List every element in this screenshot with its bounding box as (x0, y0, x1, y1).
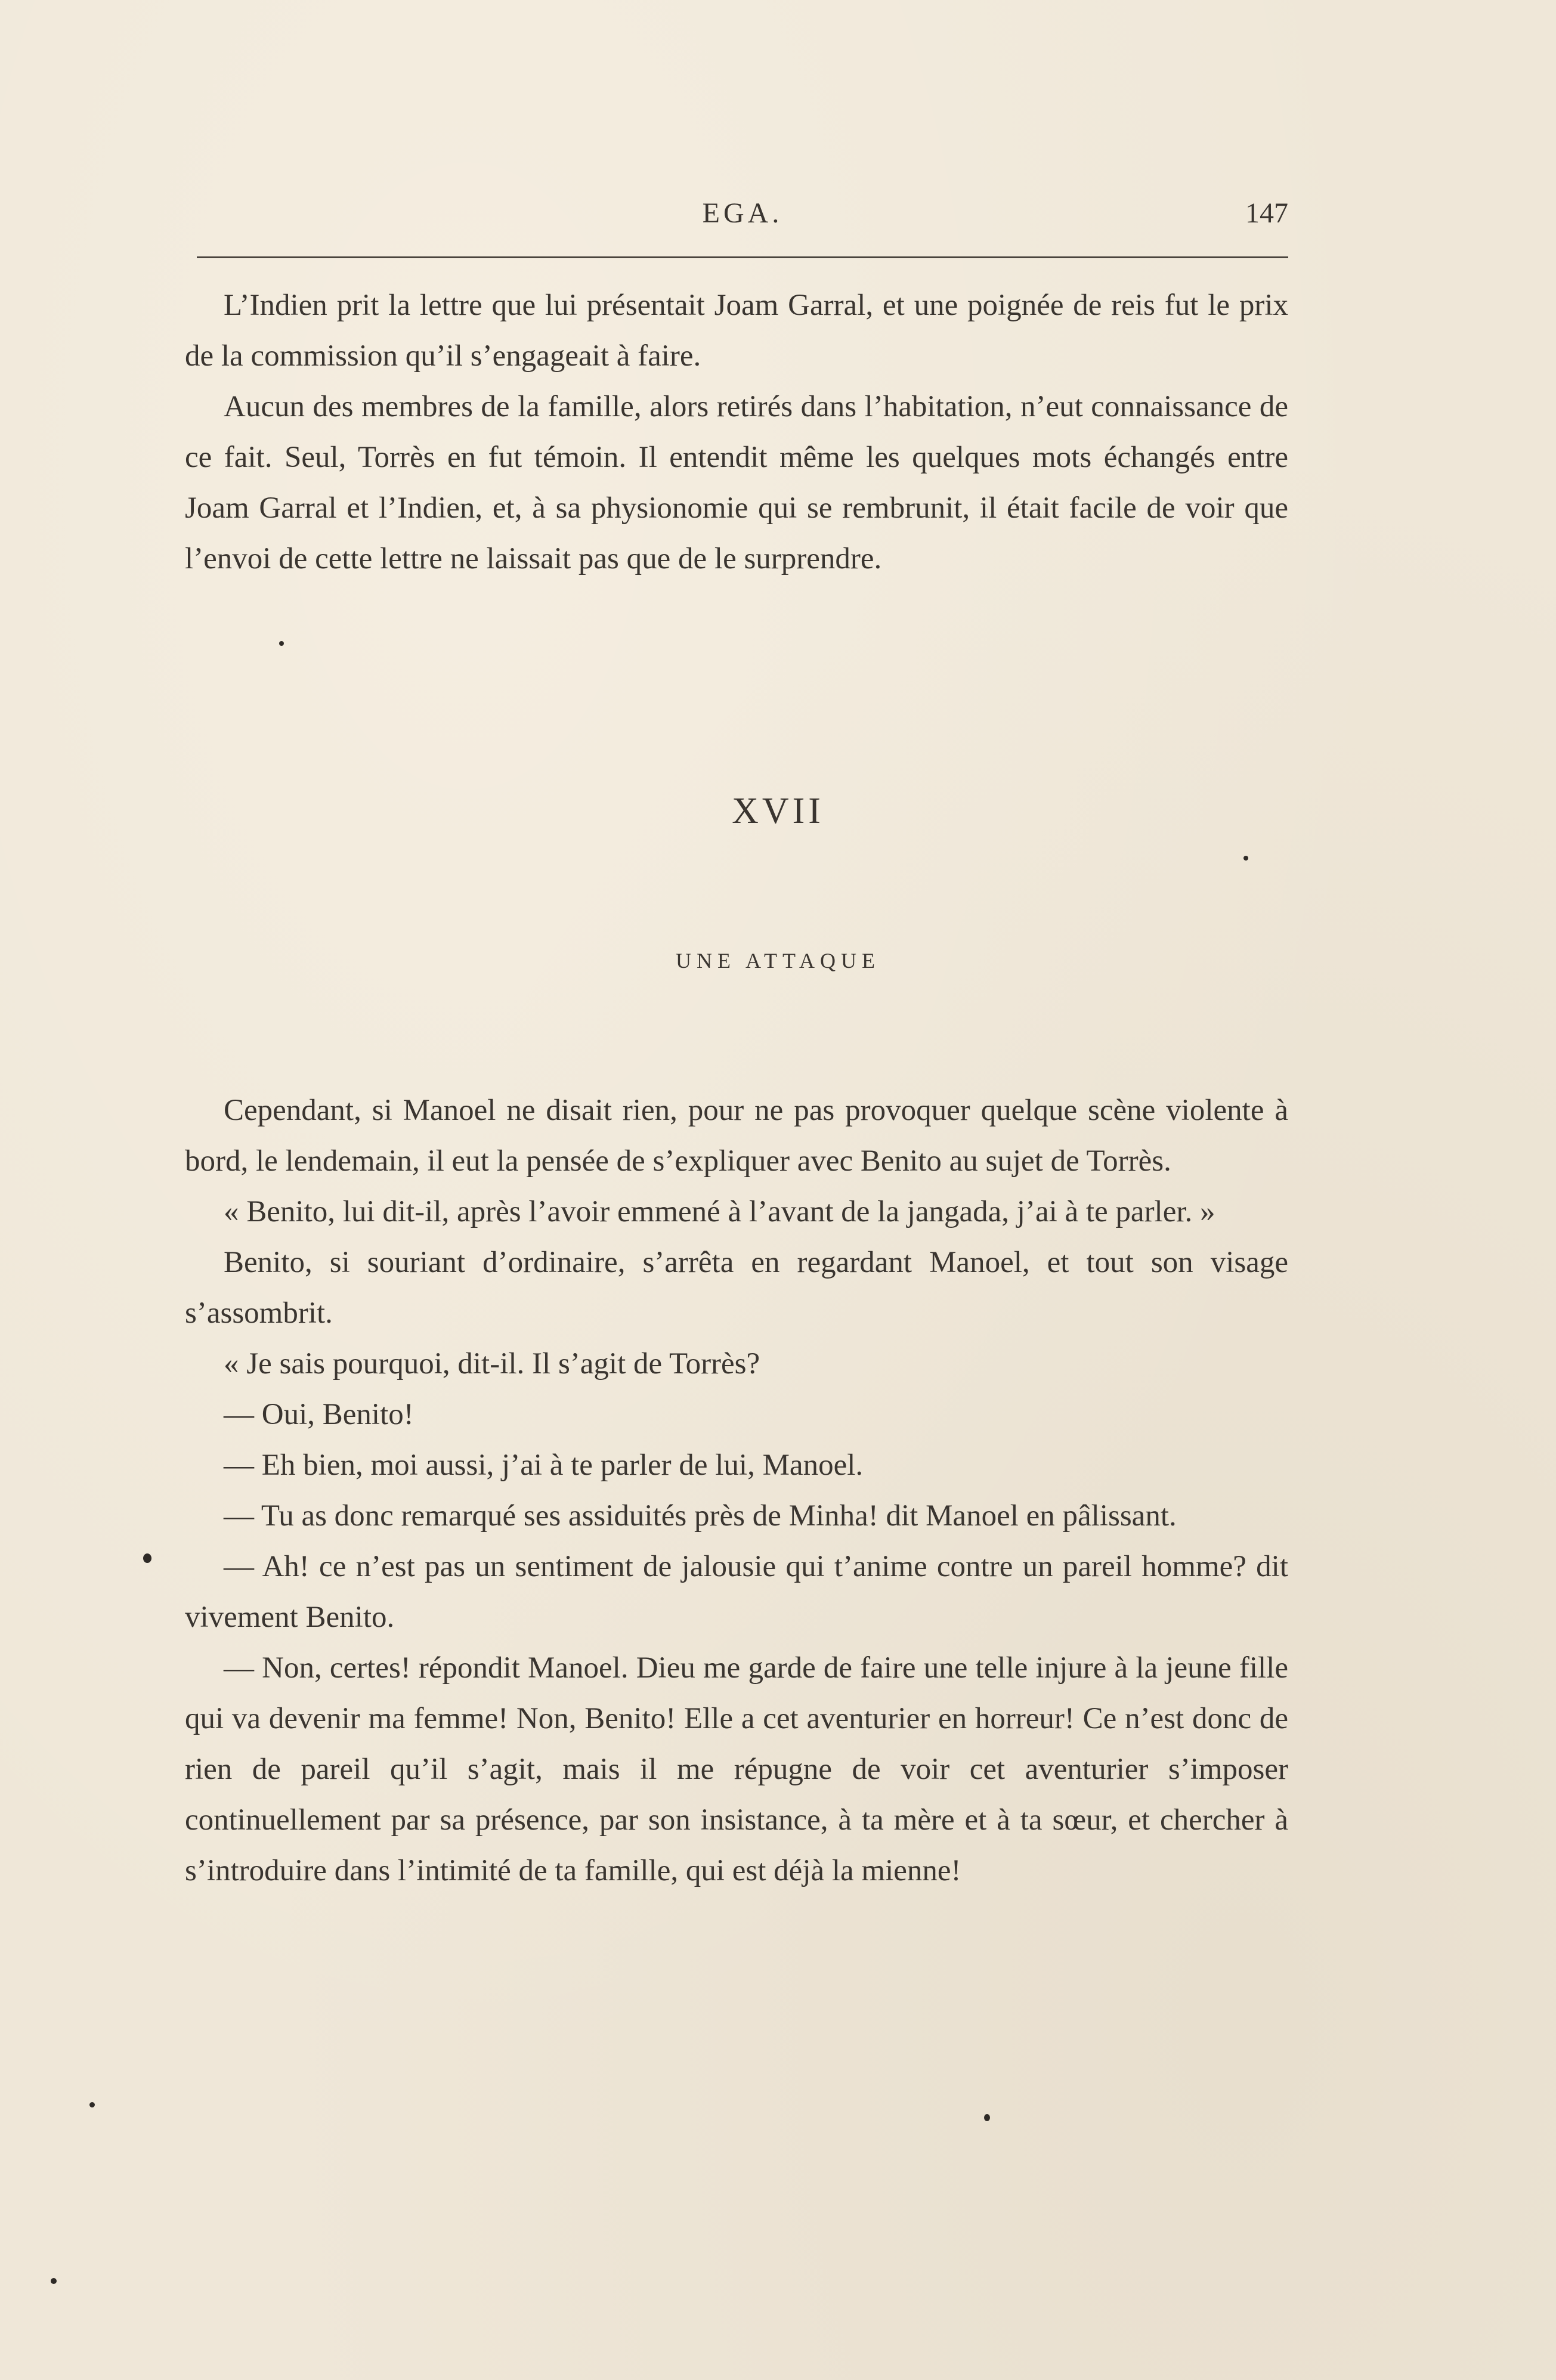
ink-speck (984, 2114, 990, 2121)
paragraph: — Non, certes! répondit Manoel. Dieu me garde de faire une telle injure à la jeune fille qui va devenir ma femme! Non, Benito! Elle a cet aventurier en horreur! Ce n’est donc de rien de pareil qu’il s’agit, mais il me répugne de voir cet aventurier s’imposer continuellement par sa présence, par son insistance, à ta mère et à ta sœur, et chercher à s’introduire dans l’intimité de ta famille, qui est déjà la mienne! (185, 1651, 1288, 1887)
paragraph: Aucun des membres de la famille, alors retirés dans l’habitation, n’eut connaissance de ce fait. Seul, Torrès en fut témoin. Il entendit même les quelques mots échangés entre Joam Garral et l’Indien, et, à sa physionomie qui se rembrunit, il était facile de voir que l’envoi de cette lettre ne laissait pas que de le surprendre. (185, 390, 1288, 575)
header-rule (197, 256, 1288, 258)
paragraph: « Benito, lui dit-il, après l’avoir emmené à l’avant de la jangada, j’ai à te parler. » (224, 1195, 1215, 1228)
paragraph: — Eh bien, moi aussi, j’ai à te parler de lui, Manoel. (224, 1449, 864, 1482)
chapter-text (185, 1085, 1288, 1896)
paragraph: — Oui, Benito! (224, 1398, 414, 1431)
page-number: 147 (1245, 197, 1288, 229)
paragraph: — Tu as donc remarqué ses assiduités près de Minha! dit Manoel en pâlissant. (224, 1499, 1177, 1533)
ink-speck (1243, 856, 1248, 861)
ink-speck (143, 1553, 151, 1563)
ink-speck (279, 641, 284, 646)
ink-speck (51, 2278, 57, 2284)
running-title: EGA. (702, 197, 783, 229)
paragraph: Cependant, si Manoel ne disait rien, pour ne pas provoquer quelque scène violente à bord, le lendemain, il eut la pensée de s’expliquer avec Benito au sujet de Torrès. (185, 1094, 1288, 1178)
paragraph: — Ah! ce n’est pas un sentiment de jalousie qui t’anime contre un pareil homme? dit vivement Benito. (185, 1550, 1288, 1634)
chapter-number: XVII (732, 791, 824, 831)
paragraph: L’Indien prit la lettre que lui présentait Joam Garral, et une poignée de reis fut le prix de la commission qu’il s’engageait à faire. (185, 289, 1288, 373)
paragraph: « Je sais pourquoi, dit-il. Il s’agit de Torrès? (224, 1347, 760, 1381)
intro-text (185, 280, 1288, 584)
ink-speck (89, 2102, 95, 2107)
chapter-title: UNE ATTAQUE (675, 949, 881, 973)
paragraph: Benito, si souriant d’ordinaire, s’arrêta en regardant Manoel, et tout son visage s’assombrit. (185, 1246, 1288, 1330)
page-header (197, 197, 1288, 239)
